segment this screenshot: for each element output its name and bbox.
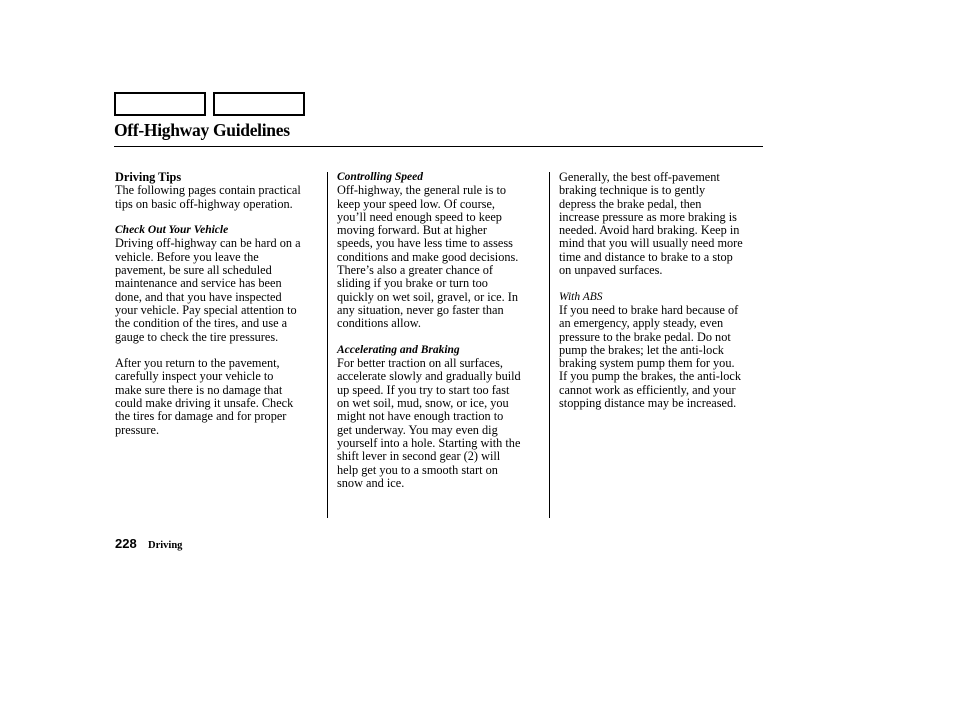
body-text-line: needed. Avoid hard braking. Keep in: [559, 223, 740, 238]
body-text-line: If you need to brake hard because of: [559, 302, 739, 317]
body-text-line: your vehicle. Pay special attention to: [115, 302, 297, 317]
body-text-line: Off-highway, the general rule is to: [337, 183, 507, 198]
body-text-line: keep your speed low. Of course,: [337, 196, 495, 211]
body-text-line: pump the brakes; let the anti-lock: [559, 342, 724, 357]
body-text-line: mind that you will usually need more: [559, 236, 743, 251]
body-text-line: maintenance and service has been: [115, 276, 282, 291]
column-1: [115, 171, 323, 437]
paragraph-gap: [559, 277, 765, 290]
nav-box-right[interactable]: [213, 92, 305, 116]
body-text-line: get underway. You may even dig: [337, 422, 498, 437]
body-text-line: braking technique is to gently: [559, 183, 706, 198]
body-text-line: an emergency, apply steady, even: [559, 316, 724, 331]
body-text-line: carefully inspect your vehicle to: [115, 369, 274, 384]
section-heading: With ABS: [559, 290, 603, 303]
section-heading: Check Out Your Vehicle: [115, 224, 229, 237]
column-2: [337, 171, 543, 490]
body-text-line: gauge to check the tire pressures.: [115, 329, 279, 344]
text-block: [115, 357, 323, 437]
body-text-line: yourself into a hole. Starting with the: [337, 435, 521, 450]
body-text-line: vehicle. Before you leave the: [115, 249, 259, 264]
text-block: [337, 344, 543, 490]
section-heading: Accelerating and Braking: [337, 343, 460, 356]
body-text-line: cannot work as efficiently, and your: [559, 382, 736, 397]
body-text-line: could make driving it unsafe. Check: [115, 396, 294, 411]
paragraph-gap: [115, 211, 323, 224]
body-text-line: accelerate slowly and gradually build: [337, 369, 521, 384]
body-text-line: the tires for damage and for proper: [115, 409, 287, 424]
body-text-line: pressure.: [115, 422, 160, 437]
paragraph-gap: [337, 331, 543, 344]
body-text-line: braking system pump them for you.: [559, 356, 735, 371]
body-text-line: make sure there is no damage that: [115, 382, 283, 397]
body-text-line: Generally, the best off-pavement: [559, 170, 720, 184]
body-text-line: There’s also a greater chance of: [337, 263, 494, 278]
text-block: [559, 171, 765, 277]
column-divider-1: [327, 172, 328, 518]
body-text-line: conditions and make good decisions.: [337, 249, 519, 264]
body-text-line: increase pressure as more braking is: [559, 209, 737, 224]
body-text-line: time and distance to brake to a stop: [559, 249, 733, 264]
text-block: [559, 291, 765, 411]
body-text-line: pressure to the brake pedal. Do not: [559, 329, 731, 344]
body-text-line: shift lever in second gear (2) will: [337, 449, 501, 464]
body-text-line: pavement, be sure all scheduled: [115, 263, 272, 278]
body-text-line: If you pump the brakes, the anti-lock: [559, 369, 742, 384]
title-rule: [114, 146, 763, 147]
nav-box-left[interactable]: [114, 92, 206, 116]
body-text-line: done, and that you have inspected: [115, 289, 282, 304]
page-title: Off-Highway Guidelines: [114, 120, 290, 140]
section-heading: Controlling Speed: [337, 171, 423, 183]
body-text-line: on wet soil, mud, snow, or ice, you: [337, 396, 509, 411]
paragraph-gap: [115, 344, 323, 357]
page-number: 228: [115, 536, 137, 551]
body-text-line: any situation, never go faster than: [337, 302, 504, 317]
body-text-line: you’ll need enough speed to keep: [337, 209, 502, 224]
body-text-line: For better traction on all surfaces,: [337, 356, 503, 371]
body-text-line: help get you to a smooth start on: [337, 462, 498, 477]
column-divider-2: [549, 172, 550, 518]
text-block: [337, 171, 543, 331]
body-text-line: moving forward. But at higher: [337, 223, 487, 238]
text-block: [115, 171, 323, 211]
body-text-line: quickly on wet soil, gravel, or ice. In: [337, 289, 518, 304]
body-text-line: speeds, you have less time to assess: [337, 236, 513, 251]
body-text-line: tips on basic off-highway operation.: [115, 196, 293, 211]
body-text-line: might not have enough traction to: [337, 409, 504, 424]
body-text-line: depress the brake pedal, then: [559, 196, 702, 211]
body-text-line: up speed. If you try to start too fast: [337, 382, 510, 397]
section-heading: Driving Tips: [115, 170, 182, 184]
body-text-line: Driving off-highway can be hard on a: [115, 236, 301, 251]
body-text-line: snow and ice.: [337, 475, 405, 490]
section-name: Driving: [148, 540, 183, 551]
body-text-line: on unpaved surfaces.: [559, 263, 663, 278]
text-block: [115, 224, 323, 344]
body-text-line: After you return to the pavement,: [115, 356, 280, 371]
body-text-line: conditions allow.: [337, 316, 421, 331]
body-text-line: the condition of the tires, and use a: [115, 316, 288, 331]
body-text-line: The following pages contain practical: [115, 183, 301, 198]
body-text-line: sliding if you brake or turn too: [337, 276, 488, 291]
body-text-line: stopping distance may be increased.: [559, 396, 737, 411]
column-3: [559, 171, 765, 410]
